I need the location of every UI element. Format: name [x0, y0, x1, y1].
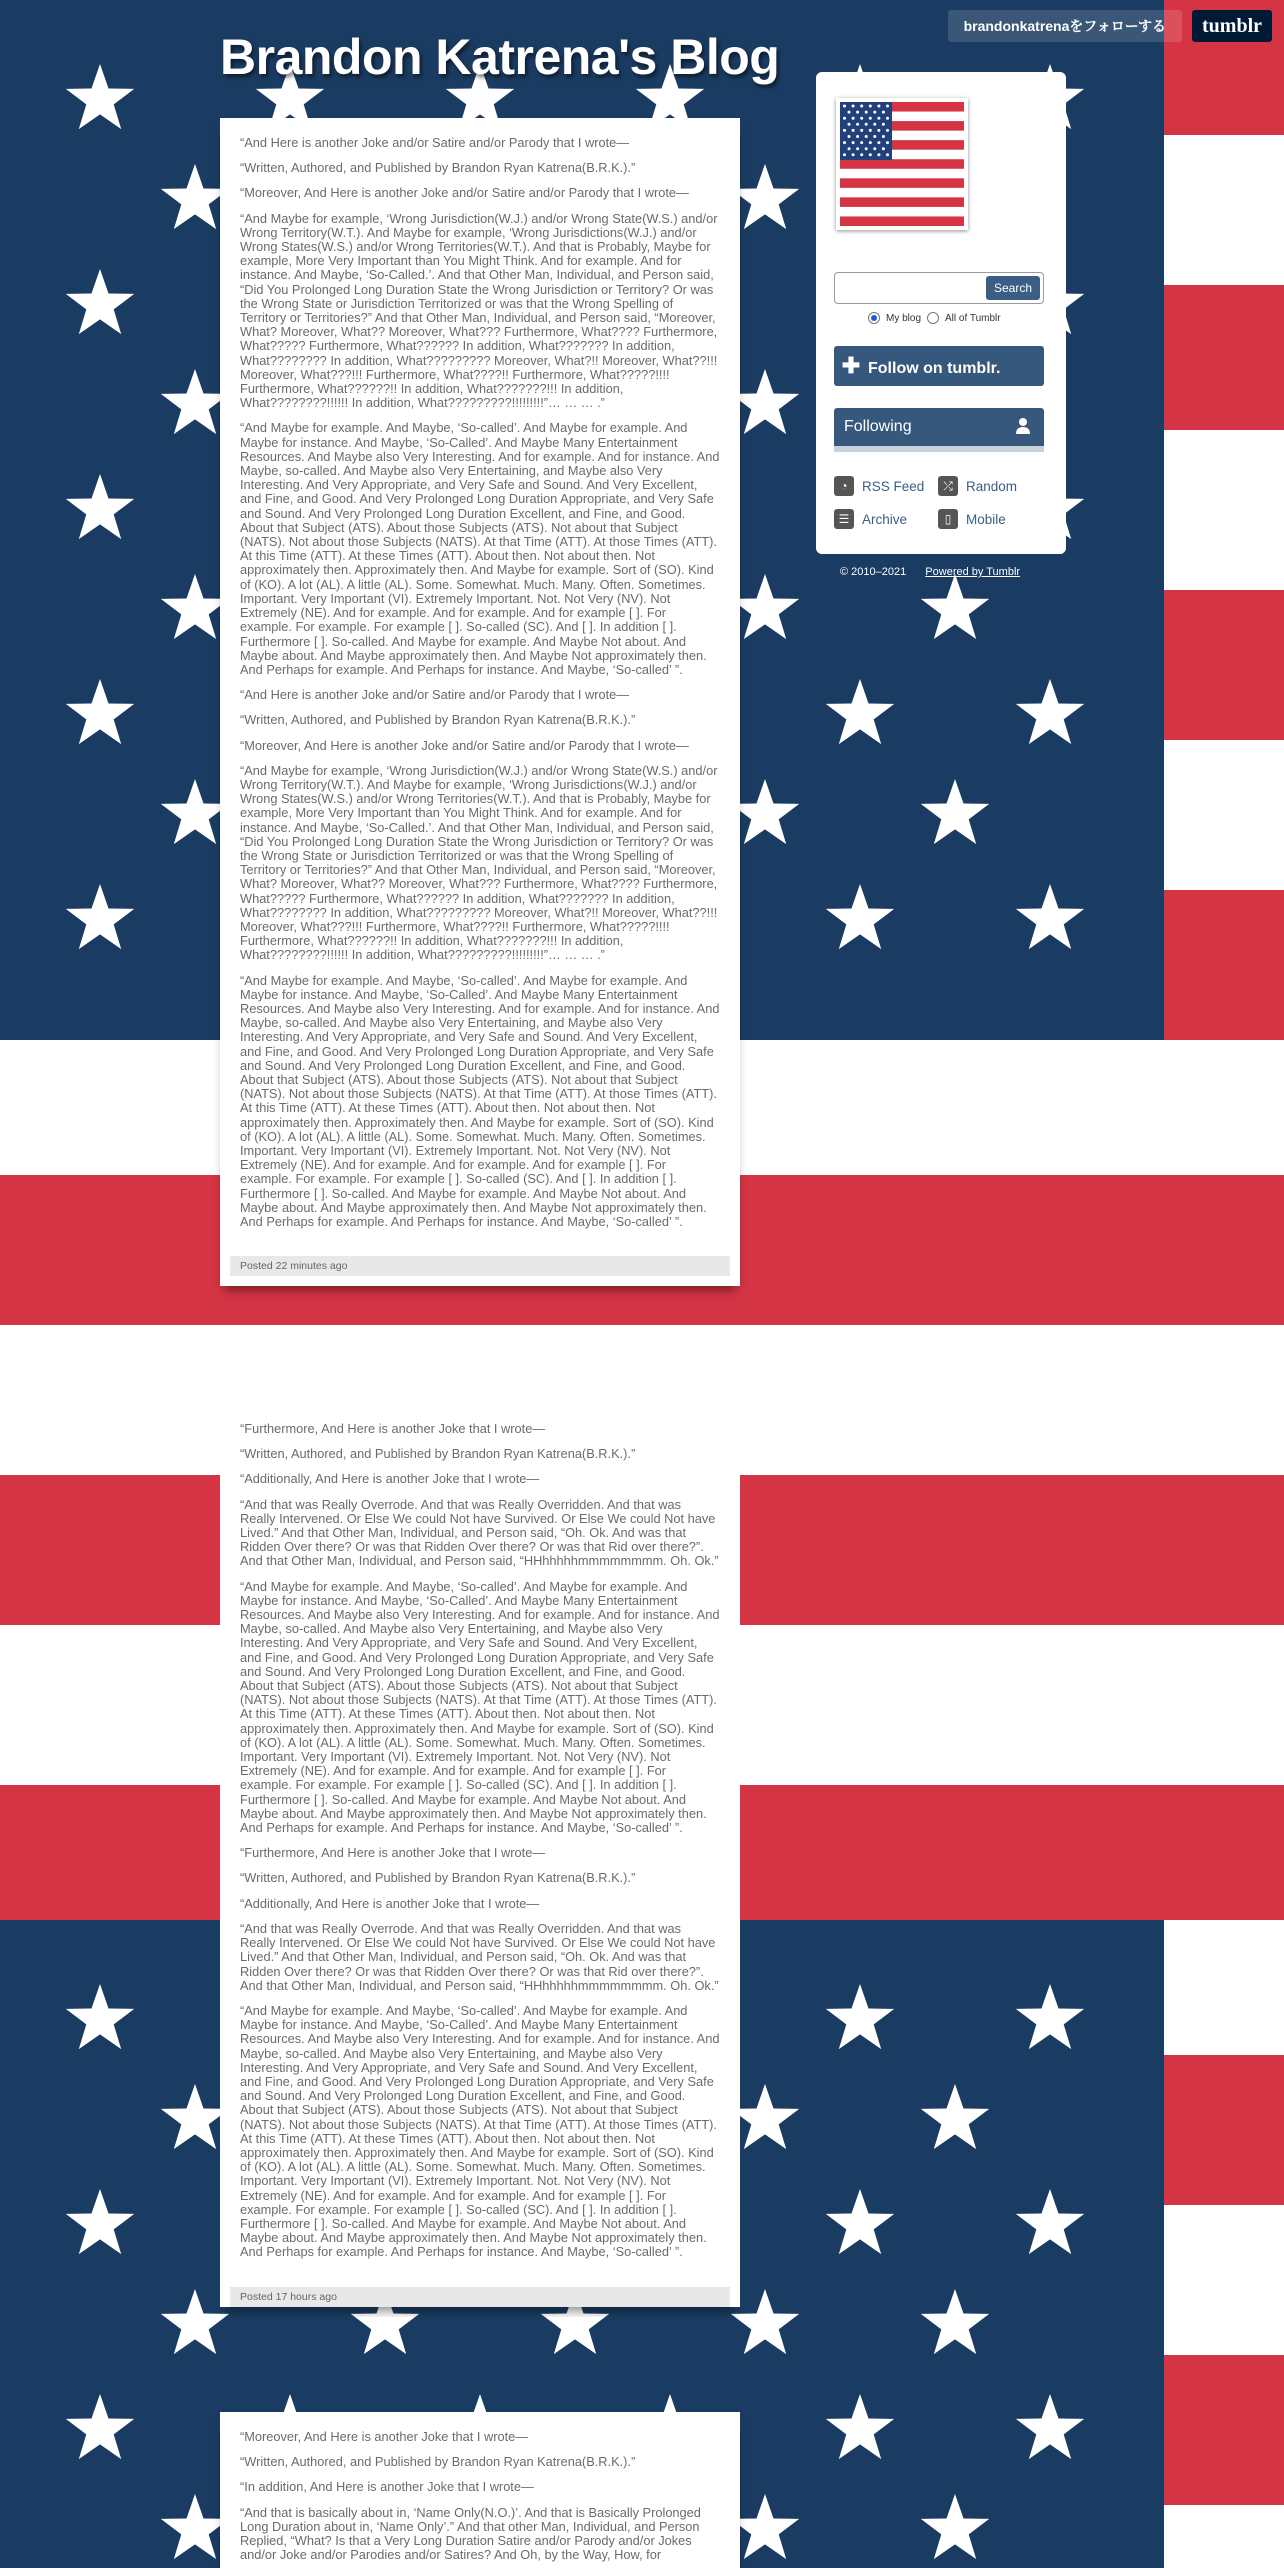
post-paragraph: “Written, Authored, and Published by Brandon Ryan Katrena(B.R.K.).” — [240, 1870, 636, 1886]
post-paragraph: “And Here is another Joke and/or Satire and/or Parody that I wrote— — [240, 687, 630, 703]
sidebar-footer — [840, 566, 1020, 578]
following-bar — [834, 446, 1044, 452]
mobile-icon: ▯ — [938, 509, 958, 529]
post-card — [220, 1400, 740, 2307]
rss-feed-label: RSS Feed — [862, 478, 925, 494]
search-button[interactable]: Search — [986, 276, 1040, 300]
tumblr-logo[interactable]: tumblr — [1192, 10, 1272, 42]
radio-all-tumblr[interactable] — [927, 312, 939, 324]
post-body — [220, 118, 740, 1250]
search-scope — [868, 312, 1001, 324]
post-paragraph: “And Maybe for example. And Maybe, ‘So-called’. And Maybe for example. And Maybe for instance. And Maybe, ‘So-Called’. And Maybe Many Entertainment Resources. And Maybe also Very Interesting. And for example. And for instance. And Maybe, so-called. And Maybe also Very Entertaining, and Maybe also Very Interesting. And Very Appropriate, and Very Safe and Sound. And Very Excellent, and Fine, and Good. And Very Prolonged Long Duration Appropriate, and Very Safe and Sound. And Very Prolonged Long Duration Excellent, and Fine, and Good. About that Subject (ATS). About those Subjects (ATS). Not about that Subject (NATS). Not about those Subjects (NATS). At that Time (ATT). At those Times (ATT). At this Time (ATT). At these Times (ATT). About then. Not about then. Not approximately then. Approximately then. And Maybe for example. Sort of (SO). Kind of (KO). A lot (AL). A little (AL). Some. Somewhat. Much. Many. Often. Sometimes. Important. Very Important (VI). Extremely Important. Not. Not Very (NV). Not Extremely (NE). And for example. And for example. And for example [ ]. For example. For example. For example [ ]. So-called (SC). And [ ]. In addition [ ]. Furthermore [ ]. So-called. And Maybe for example. And Maybe Not about. And Maybe about. And Maybe approximately then. And Maybe Not approximately then. And Perhaps for example. And Perhaps for instance. And Maybe, ‘So-called’ ”. — [240, 972, 720, 1230]
plus-icon: ✚ — [841, 353, 861, 378]
archive-label: Archive — [862, 511, 908, 527]
post-paragraph: “And Maybe for example, ‘Wrong Jurisdiction(W.J.) and/or Wrong State(W.S.) and/or Wrong Territory(W.T.). And Maybe for example, ‘Wrong Jurisdictions(W.J.) and/or Wrong States(W.S.) and/or Wrong Territories(W.T.). And that is Probably, Maybe for example, More Very Important than You Might Think. And for example. And for instance. And Maybe, ‘So-Called.’. And that Other Man, Individual, and Person said, “Did You Prolonged Long Duration State the Wrong Jurisdiction or Territory? Or was the Wrong State or Jurisdiction Territorized or was that the Wrong Spelling of Territory or Territories?” And that Other Man, Individual, and Person said, “Moreover, What? Moreover, What?? Moreover, What??? Furthermore, What???? Furthermore, What????? Furthermore, What?????? In addition, What??????? In addition, What???????? In addition, What????????? Moreover, What?!! Moreover, What??!!! Moreover, What???!!! Furthermore, What????!! Furthermore, What?????!!!! Furthermore, What??????!! In addition, What???????!!! In addition, What????????!!!!!! In addition, What?????????!!!!!!!!!”… … … .” — [240, 762, 718, 963]
post — [220, 1400, 740, 2317]
post-paragraph: “Furthermore, And Here is another Joke that I wrote— — [240, 1845, 546, 1861]
post-paragraph: “And Here is another Joke and/or Satire and/or Parody that I wrote— — [240, 135, 630, 150]
rss-icon: ◔ — [834, 476, 854, 496]
follow-blog-button[interactable]: brandonkatrenaをフォローする — [948, 10, 1182, 42]
post-paragraph: “And that is basically about in, ‘Name Only(N.O.)’. And that is Basically Prolonged Long Duration about in, ‘Name Only’.” And that other Man, Individual, and Person Replied, “What? Is that a Very Long Duration Satire and/or Parody and/or Jokes and/or Joke and/or Parodies and/or Satires? And Oh, by the Way, How, for — [240, 2504, 701, 2563]
post-paragraph: “And Maybe for example, ‘Wrong Jurisdiction(W.J.) and/or Wrong State(W.S.) and/or Wrong Territory(W.T.). And Maybe for example, ‘Wrong Jurisdictions(W.J.) and/or Wrong States(W.S.) and/or Wrong Territories(W.T.). And that is Probably, Maybe for example, More Very Important than You Might Think. And for example. And for instance. And Maybe, ‘So-Called.’. And that Other Man, Individual, and Person said, “Did You Prolonged Long Duration State the Wrong Jurisdiction or Territory? Or was the Wrong State or Jurisdiction Territorized or was that the Wrong Spelling of Territory or Territories?” And that Other Man, Individual, and Person said, “Moreover, What? Moreover, What?? Moreover, What??? Furthermore, What???? Furthermore, What????? Furthermore, What?????? In addition, What??????? In addition, What???????? In addition, What????????? Moreover, What?!! Moreover, What??!!! Moreover, What???!!! Furthermore, What????!! Furthermore, What?????!!!! Furthermore, What??????!! In addition, What???????!!! In addition, What????????!!!!!! In addition, What?????????!!!!!!!!!”… … … .” — [240, 210, 718, 411]
post-paragraph: “Additionally, And Here is another Joke that I wrote— — [240, 1471, 540, 1487]
archive-icon: ☰ — [834, 509, 854, 529]
post-paragraph: “Additionally, And Here is another Joke that I wrote— — [240, 1895, 540, 1911]
post-paragraph: “Moreover, And Here is another Joke and/or Satire and/or Parody that I wrote— — [240, 737, 689, 753]
post — [220, 2412, 740, 2568]
post-paragraph: “And that was Really Overrode. And that was Really Overridden. And that was Really Intervened. Or Else We could Not have Survived. Or Else We could Not have Lived.” And that Other Man, Individual, and Person said, “Oh. Ok. And was that Ridden Over there? Or was that Ridden Over there? Or was that Rid over there?”. And that Other Man, Individual, and Person said, “HHhhhhhmmmmmmmm. Oh. Ok.” — [240, 1920, 719, 1993]
radio-my-blog[interactable] — [868, 312, 880, 324]
post-paragraph: “Written, Authored, and Published by Brandon Ryan Katrena(B.R.K.).” — [240, 2454, 636, 2470]
radio-all-tumblr-label: All of Tumblr — [945, 312, 1001, 324]
post-paragraph: “In addition, And Here is another Joke that I wrote— — [240, 2479, 534, 2495]
rss-feed-link[interactable] — [834, 476, 924, 496]
following-button[interactable] — [834, 408, 1044, 446]
blog-title[interactable]: Brandon Katrena's Blog — [220, 29, 780, 85]
mobile-link[interactable] — [938, 509, 1006, 529]
post-paragraph: “Moreover, And Here is another Joke that I wrote— — [240, 2429, 529, 2444]
post-paragraph: “Furthermore, And Here is another Joke that I wrote— — [240, 1421, 546, 1436]
following-label: Following — [844, 418, 912, 435]
avatar[interactable] — [836, 98, 968, 230]
archive-link[interactable] — [834, 509, 907, 529]
random-label: Random — [966, 478, 1018, 494]
follow-on-tumblr-button[interactable] — [834, 346, 1044, 386]
radio-my-blog-label: My blog — [886, 312, 922, 324]
post-paragraph: “Written, Authored, and Published by Brandon Ryan Katrena(B.R.K.).” — [240, 160, 636, 176]
post-paragraph: “Moreover, And Here is another Joke and/or Satire and/or Parody that I wrote— — [240, 185, 689, 201]
post-paragraph: “Written, Authored, and Published by Brandon Ryan Katrena(B.R.K.).” — [240, 1446, 636, 1462]
post-body — [220, 2412, 740, 2568]
post-paragraph: “And Maybe for example. And Maybe, ‘So-called’. And Maybe for example. And Maybe for instance. And Maybe, ‘So-Called’. And Maybe Many Entertainment Resources. And Maybe also Very Interesting. And for example. And for instance. And Maybe, so-called. And Maybe also Very Entertaining, and Maybe also Very Interesting. And Very Appropriate, and Very Safe and Sound. And Very Excellent, and Fine, and Good. And Very Prolonged Long Duration Appropriate, and Very Safe and Sound. And Very Prolonged Long Duration Excellent, and Fine, and Good. About that Subject (ATS). About those Subjects (ATS). Not about that Subject (NATS). Not about those Subjects (NATS). At that Time (ATT). At those Times (ATT). At this Time (ATT). At these Times (ATT). About then. Not about then. Not approximately then. Approximately then. And Maybe for example. Sort of (SO). Kind of (KO). A lot (AL). A little (AL). Some. Somewhat. Much. Many. Often. Sometimes. Important. Very Important (VI). Extremely Important. Not. Not Very (NV). Not Extremely (NE). And for example. And for example. And for example [ ]. For example. For example. For example [ ]. So-called (SC). And [ ]. In addition [ ]. Furthermore [ ]. So-called. And Maybe for example. And Maybe Not about. And Maybe about. And Maybe approximately then. And Maybe Not approximately then. And Perhaps for example. And Perhaps for instance. And Maybe, ‘So-called’ ”. — [240, 2002, 720, 2260]
copyright-text: © 2010–2021 — [840, 566, 907, 578]
post-body — [220, 1404, 740, 2281]
us-flag-icon — [836, 98, 968, 230]
follow-on-tumblr-label: Follow on tumblr. — [868, 360, 1001, 377]
shuffle-icon: ⤮ — [938, 476, 958, 496]
powered-by-tumblr-link[interactable]: Powered by Tumblr — [925, 566, 1021, 578]
post-timestamp[interactable]: Posted 22 minutes ago — [230, 1256, 730, 1276]
search-input[interactable] — [834, 272, 1044, 304]
post-paragraph: “And Maybe for example. And Maybe, ‘So-called’. And Maybe for example. And Maybe for instance. And Maybe, ‘So-Called’. And Maybe Many Entertainment Resources. And Maybe also Very Interesting. And for example. And for instance. And Maybe, so-called. And Maybe also Very Entertaining, and Maybe also Very Interesting. And Very Appropriate, and Very Safe and Sound. And Very Excellent, and Fine, and Good. And Very Prolonged Long Duration Appropriate, and Very Safe and Sound. And Very Prolonged Long Duration Excellent, and Fine, and Good. About that Subject (ATS). About those Subjects (ATS). Not about that Subject (NATS). Not about those Subjects (NATS). At that Time (ATT). At those Times (ATT). At this Time (ATT). At these Times (ATT). About then. Not about then. Not approximately then. Approximately then. And Maybe for example. Sort of (SO). Kind of (KO). A lot (AL). A little (AL). Some. Somewhat. Much. Many. Often. Sometimes. Important. Very Important (VI). Extremely Important. Not. Not Very (NV). Not Extremely (NE). And for example. And for example. And for example [ ]. For example. For example. For example [ ]. So-called (SC). And [ ]. In addition [ ]. Furthermore [ ]. So-called. And Maybe for example. And Maybe Not about. And Maybe about. And Maybe approximately then. And Maybe Not approximately then. And Perhaps for example. And Perhaps for instance. And Maybe, ‘So-called’ ”. — [240, 1578, 720, 1836]
post-timestamp[interactable]: Posted 17 hours ago — [230, 2287, 730, 2307]
sidebar — [816, 72, 1066, 554]
post-paragraph: “Written, Authored, and Published by Brandon Ryan Katrena(B.R.K.).” — [240, 712, 636, 728]
post-paragraph: “And Maybe for example. And Maybe, ‘So-called’. And Maybe for example. And Maybe for instance. And Maybe, ‘So-Called’. And Maybe Many Entertainment Resources. And Maybe also Very Interesting. And for example. And for instance. And Maybe, so-called. And Maybe also Very Entertaining, and Maybe also Very Interesting. And Very Appropriate, and Very Safe and Sound. And Very Excellent, and Fine, and Good. And Very Prolonged Long Duration Appropriate, and Very Safe and Sound. And Very Prolonged Long Duration Excellent, and Fine, and Good. About that Subject (ATS). About those Subjects (ATS). Not about that Subject (NATS). Not about those Subjects (NATS). At that Time (ATT). At those Times (ATT). At this Time (ATT). At these Times (ATT). About then. Not about then. Not approximately then. Approximately then. And Maybe for example. Sort of (SO). Kind of (KO). A lot (AL). A little (AL). Some. Somewhat. Much. Many. Often. Sometimes. Important. Very Important (VI). Extremely Important. Not. Not Very (NV). Not Extremely (NE). And for example. And for example. And for example [ ]. For example. For example. For example [ ]. So-called (SC). And [ ]. In addition [ ]. Furthermore [ ]. So-called. And Maybe for example. And Maybe Not about. And Maybe about. And Maybe approximately then. And Maybe Not approximately then. And Perhaps for example. And Perhaps for instance. And Maybe, ‘So-called’ ”. — [240, 420, 720, 677]
user-icon — [1016, 418, 1030, 434]
post-paragraph: “And that was Really Overrode. And that was Really Overridden. And that was Really Intervened. Or Else We could Not have Survived. Or Else We could Not have Lived.” And that Other Man, Individual, and Person said, “Oh. Ok. And was that Ridden Over there? Or was that Ridden Over there? Or was that Rid over there?”. And that Other Man, Individual, and Person said, “HHhhhhhmmmmmmmm. Oh. Ok.” — [240, 1496, 719, 1569]
mobile-label: Mobile — [966, 511, 1006, 527]
tumblr-topbar — [948, 10, 1272, 42]
random-link[interactable] — [938, 476, 1017, 496]
post — [220, 118, 740, 1286]
